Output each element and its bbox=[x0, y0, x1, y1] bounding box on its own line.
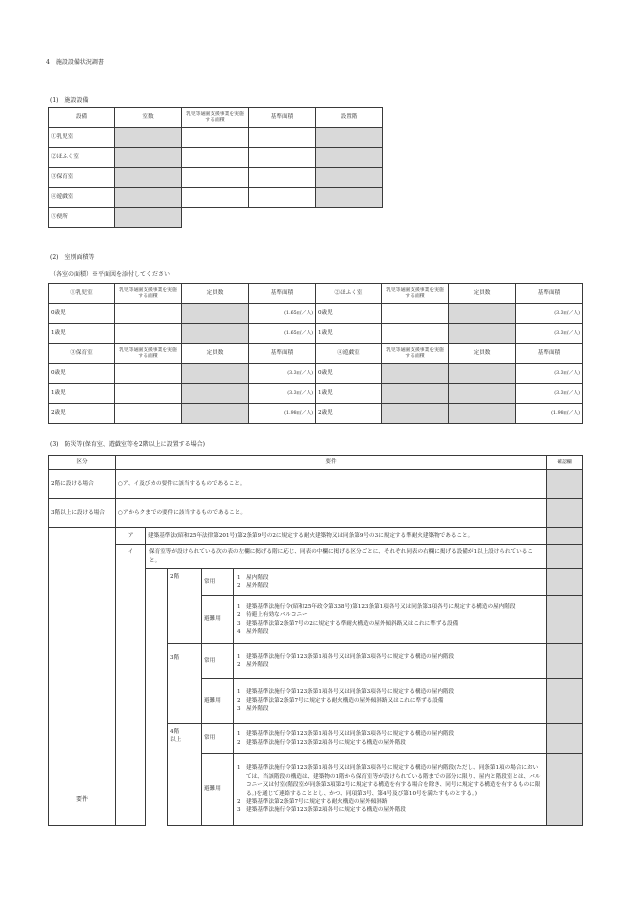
header-standard-area: 基準面積 bbox=[516, 284, 583, 304]
cell-capacity bbox=[449, 384, 516, 404]
list-item: 2 屋外階段 bbox=[237, 662, 269, 668]
header-play-room: ④遊戯室 bbox=[316, 344, 382, 364]
header-equipment: 設備 bbox=[49, 108, 115, 128]
cell-support-area bbox=[382, 404, 449, 424]
item-i-text: 保育室等が設けられている次の表の左欄に掲げる階に応じ、同表の中欄に掲げる区分ごとに、それぞれ同表の右欄に掲げる設備が1以上設けられていること。 bbox=[146, 545, 547, 569]
age-0-label: 0歳児 bbox=[316, 304, 382, 324]
list-item: 2 屋外階段 bbox=[237, 583, 269, 589]
std-area-value: (3.3㎡／人) bbox=[249, 364, 316, 384]
cell-support-area[interactable] bbox=[115, 384, 182, 404]
check-cell bbox=[547, 528, 583, 545]
section-1-title: (1) 施設設備 bbox=[50, 97, 89, 104]
header-support-area: 乳児等通園支援事業を実施する面積 bbox=[182, 108, 249, 128]
cell-support-area[interactable] bbox=[382, 324, 449, 344]
room-area-table bbox=[48, 283, 583, 424]
cell-capacity bbox=[449, 404, 516, 424]
floor-2-label: 2階に設ける場合 bbox=[49, 470, 116, 499]
list-item: 3 屋外階段 bbox=[237, 706, 269, 713]
list-item: 3 建築基準法施行令第123条第2項各号に規定する構造の屋外階段 bbox=[237, 807, 406, 814]
list-item: 4 屋外階段 bbox=[237, 628, 269, 635]
cell-floor bbox=[316, 188, 383, 208]
check-cell bbox=[547, 679, 583, 724]
header-capacity: 定員数 bbox=[449, 344, 516, 364]
floor-2-cell: 2階 bbox=[168, 569, 202, 644]
header-standard-area: 基準面積 bbox=[249, 108, 316, 128]
std-area-value: (1.65㎡／人) bbox=[249, 304, 316, 324]
cell-standard-area[interactable] bbox=[249, 168, 316, 188]
indent-spacer bbox=[146, 569, 168, 826]
cell-capacity bbox=[449, 364, 516, 384]
blank bbox=[182, 208, 249, 228]
floor-3-label: 3階以上に設ける場合 bbox=[49, 499, 116, 528]
cell-support-area[interactable] bbox=[182, 188, 249, 208]
header-category: 区分 bbox=[49, 456, 116, 470]
cell-capacity bbox=[182, 324, 249, 344]
header-support-area: 乳児等通園支援事業を実施する面積 bbox=[382, 344, 449, 364]
check-cell bbox=[547, 754, 583, 826]
std-area-value: (1.65㎡／人) bbox=[249, 324, 316, 344]
floor-4-line2: 以上 bbox=[170, 737, 182, 744]
section-2-title: (2) 室別面積等 bbox=[50, 254, 95, 261]
age-1-label: 1歳児 bbox=[316, 384, 382, 404]
age-0-label: 0歳児 bbox=[316, 364, 382, 384]
list-item: 2 待避上有効なバルコニー bbox=[237, 612, 308, 619]
check-cell bbox=[547, 644, 583, 679]
age-0-label: 0歳児 bbox=[49, 364, 115, 384]
header-support-area: 乳児等通園支援事業を実施する面積 bbox=[115, 344, 182, 364]
list-item: 3 建築基準法第2条第7号の2に規定する準耐火構造の屋外傾斜路又はこれに準ずる設備 bbox=[237, 620, 459, 627]
list-item: 2 建築基準法第2条第7号に規定する耐火構造の屋外傾斜路又はこれに準ずる設備 bbox=[237, 697, 444, 704]
regular-label: 常用 bbox=[202, 644, 234, 679]
check-cell bbox=[547, 724, 583, 754]
age-1-label: 1歳児 bbox=[49, 384, 115, 404]
check-cell bbox=[547, 596, 583, 644]
cell-support-area[interactable] bbox=[182, 128, 249, 148]
header-check: 確認欄 bbox=[547, 456, 583, 470]
header-room-count: 室数 bbox=[115, 108, 182, 128]
cell-floor bbox=[316, 128, 383, 148]
list-item: 1 建築基準法施行令(昭和25年政令第338号)第123条第1項各号又は同条第3項各号に規定する構造の屋内階段 bbox=[237, 603, 516, 610]
std-area-value: (3.3㎡／人) bbox=[516, 364, 583, 384]
evac-label: 避難用 bbox=[202, 679, 234, 724]
floor-3-text: ○アからクまでの要件に該当するものであること。 bbox=[116, 499, 547, 528]
age-0-label: 0歳児 bbox=[49, 304, 115, 324]
row-label-nursery-room: ③保育室 bbox=[49, 168, 115, 188]
header-capacity: 定員数 bbox=[182, 284, 249, 304]
cell-support-area bbox=[382, 364, 449, 384]
f2-evac-list bbox=[234, 596, 547, 644]
cell-support-area[interactable] bbox=[115, 364, 182, 384]
cell-capacity bbox=[449, 324, 516, 344]
cell-floor bbox=[316, 168, 383, 188]
header-nursery-room: ③保育室 bbox=[49, 344, 115, 364]
cell-floor bbox=[316, 148, 383, 168]
facility-table bbox=[48, 107, 383, 228]
cell-standard-area[interactable] bbox=[249, 148, 316, 168]
header-capacity: 定員数 bbox=[449, 284, 516, 304]
cell-support-area[interactable] bbox=[115, 304, 182, 324]
document-heading: 4 施設設備状況調書 bbox=[46, 59, 104, 66]
header-support-area: 乳児等通園支援事業を実施する面積 bbox=[115, 284, 182, 304]
cell-support-area bbox=[382, 384, 449, 404]
header-crawl-room: ②ほふく室 bbox=[316, 284, 382, 304]
evac-label: 避難用 bbox=[202, 754, 234, 826]
list-item: 1 建築基準法施行令第123条第1項各号又は同条第3項各号に規定する構造の屋内階段(ただし、同条第1項の場合においては、当該階段の構造は、建築物の1階から保育室等が設けられている階までの部分に限り、屋内と階段室とは、バルコニー又は付室(階段室が同条第3項第2号に規定する構造を有する場合を除き、同号に規定する構造を有するものに限る。)を通じて連絡することとし、かつ、同項第3号、第4号及び第10号を満たすものとする。) bbox=[237, 765, 541, 797]
cell-room-count bbox=[115, 128, 182, 148]
cell-support-area[interactable] bbox=[115, 324, 182, 344]
cell-capacity bbox=[182, 404, 249, 424]
cell-capacity bbox=[449, 304, 516, 324]
age-2-label: 2歳児 bbox=[316, 404, 382, 424]
blank bbox=[316, 208, 383, 228]
check-cell bbox=[547, 499, 583, 528]
row-label-infant-room: ①乳児室 bbox=[49, 128, 115, 148]
cell-support-area[interactable] bbox=[382, 304, 449, 324]
std-area-value: (1.98㎡／人) bbox=[249, 404, 316, 424]
header-standard-area: 基準面積 bbox=[516, 344, 583, 364]
regular-label: 常用 bbox=[202, 724, 234, 754]
blank bbox=[249, 208, 316, 228]
item-a-text: 建築基準法(昭和25年法律第201号)第2条第9号の2に規定する耐火建築物又は同条第9号の3に規定する準耐火建築物であること。 bbox=[146, 528, 547, 545]
disaster-prevention-table bbox=[48, 455, 583, 826]
cell-support-area[interactable] bbox=[182, 148, 249, 168]
section-3-title: (3) 防災等(保育室、遊戯室等を2階以上に設置する場合) bbox=[50, 441, 205, 448]
age-1-label: 1歳児 bbox=[49, 324, 115, 344]
header-standard-area: 基準面積 bbox=[249, 284, 316, 304]
age-2-label: 2歳児 bbox=[49, 404, 115, 424]
cell-standard-area[interactable] bbox=[249, 128, 316, 148]
std-area-value: (3.3㎡／人) bbox=[516, 324, 583, 344]
age-1-label: 1歳児 bbox=[316, 324, 382, 344]
row-label-play-room: ④遊戯室 bbox=[49, 188, 115, 208]
floor-4-cell bbox=[168, 724, 202, 826]
regular-label: 常用 bbox=[202, 569, 234, 596]
std-area-value: (3.3㎡／人) bbox=[516, 384, 583, 404]
cell-capacity bbox=[182, 384, 249, 404]
header-infant-room: ①乳児室 bbox=[49, 284, 115, 304]
header-standard-area: 基準面積 bbox=[249, 344, 316, 364]
row-label-crawl-room: ②ほふく室 bbox=[49, 148, 115, 168]
cell-room-count bbox=[115, 208, 182, 228]
std-area-value: (3.3㎡／人) bbox=[249, 384, 316, 404]
list-item: 1 建築基準法施行令第123条第1項各号又は同条第3項各号に規定する構造の屋内階段 bbox=[237, 731, 455, 738]
list-item: 1 建築基準法施行令第123条第1項各号又は同条第3項各号に規定する構造の屋内階段 bbox=[237, 653, 455, 660]
cell-room-count bbox=[115, 168, 182, 188]
item-a-key: ア bbox=[116, 528, 146, 545]
cell-room-count bbox=[115, 188, 182, 208]
list-item: 1 建築基準法施行令第123条第1項各号又は同条第3項各号に規定する構造の屋内階段 bbox=[237, 689, 455, 696]
cell-standard-area[interactable] bbox=[249, 188, 316, 208]
header-requirement: 要件 bbox=[116, 456, 547, 470]
cell-room-count bbox=[115, 148, 182, 168]
check-cell bbox=[547, 545, 583, 569]
cell-capacity bbox=[182, 364, 249, 384]
std-area-value: (1.98㎡／人) bbox=[516, 404, 583, 424]
evac-label: 避難用 bbox=[202, 596, 234, 644]
header-support-area: 乳児等通園支援事業を実施する面積 bbox=[382, 284, 449, 304]
f4-regular-list bbox=[234, 724, 547, 754]
check-cell bbox=[547, 569, 583, 596]
header-floor: 設置階 bbox=[316, 108, 383, 128]
row-label-toilet: ⑤便所 bbox=[49, 208, 115, 228]
f4-evac-list bbox=[234, 754, 547, 826]
cell-capacity bbox=[182, 304, 249, 324]
f3-regular-list bbox=[234, 644, 547, 679]
std-area-value: (3.3㎡／人) bbox=[516, 304, 583, 324]
floor-2-text: ○ア、イ及びカの要件に該当するものであること。 bbox=[116, 470, 547, 499]
list-item: 2 建築基準法第2条第7号に規定する耐火構造の屋外傾斜路 bbox=[237, 798, 388, 805]
f3-evac-list bbox=[234, 679, 547, 724]
cell-support-area[interactable] bbox=[115, 404, 182, 424]
item-i-key: イ bbox=[116, 545, 146, 826]
cell-support-area[interactable] bbox=[182, 168, 249, 188]
check-cell bbox=[547, 470, 583, 499]
section-2-note: （各室の面積）※平面図を添付してください bbox=[50, 271, 171, 278]
header-capacity: 定員数 bbox=[182, 344, 249, 364]
list-item: 2 建築基準法施行令第123条第2項各号に規定する構造の屋外階段 bbox=[237, 739, 406, 746]
list-item: 1 屋内階段 bbox=[237, 574, 269, 581]
floor-4-line1: 4階 bbox=[170, 729, 180, 735]
floor-3-cell: 3階 bbox=[168, 644, 202, 724]
requirements-label: 要件 bbox=[49, 528, 116, 826]
f2-regular-list bbox=[234, 569, 547, 596]
